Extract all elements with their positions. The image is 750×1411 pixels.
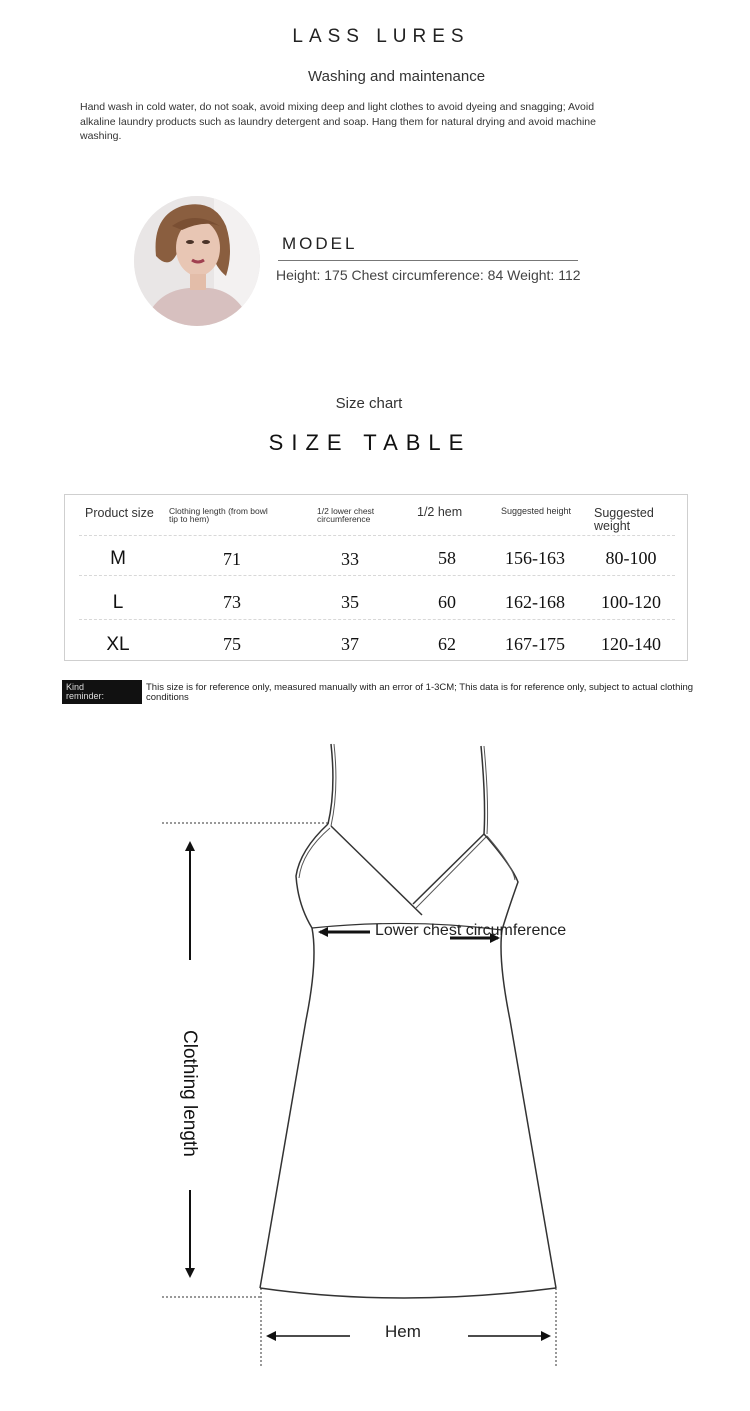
cell-weight: 100-120	[601, 592, 661, 612]
left-strap	[328, 744, 333, 824]
cell-weight: 80-100	[605, 548, 657, 568]
chest-label: Lower chest circumference	[375, 922, 567, 939]
cell-size: M	[110, 548, 126, 569]
row-divider	[79, 619, 675, 620]
size-chart-label: Size chart	[335, 395, 403, 412]
hem-label: Hem	[385, 1322, 421, 1341]
cell-size: XL	[106, 634, 130, 655]
model-photo	[134, 196, 260, 326]
reminder-tag-line2: reminder:	[66, 691, 105, 701]
brand-title: LASS LURES	[292, 26, 470, 47]
header-clothing-length-line2: tip to hem)	[169, 514, 210, 524]
bodice-left	[296, 824, 328, 928]
header-clothing-length-line1: Clothing length (from bowl	[169, 506, 268, 516]
size-table-title: SIZE TABLE	[268, 430, 472, 455]
cell-chest: 35	[341, 592, 359, 612]
neckline-right-inner	[416, 836, 487, 908]
divider	[278, 260, 578, 261]
cell-hem: 62	[438, 634, 456, 654]
model-stats: Height: 175 Chest circumference: 84 Weight: 112	[276, 267, 581, 283]
cell-height: 162-168	[505, 592, 565, 612]
cell-chest: 33	[341, 549, 359, 569]
skirt-right	[501, 930, 556, 1288]
size-table	[64, 494, 688, 661]
washing-instructions: Hand wash in cold water, do not soak, avoid mixing deep and light clothes to avoid dyeing and snagging; Avoid alkaline laundry products such as laundry detergent and soap. Hang them for natural drying and avoid machine washing.	[80, 101, 596, 142]
header-suggested-weight: Suggested weight	[594, 506, 654, 533]
header-chest-line1: 1/2 lower chest	[317, 506, 375, 516]
header-clothing-length	[169, 507, 268, 523]
neckline-right	[413, 834, 484, 904]
header-chest-line2: circumference	[317, 514, 371, 524]
cell-weight: 120-140	[601, 634, 661, 654]
model-title: MODEL	[282, 234, 358, 253]
header-chest	[317, 507, 374, 523]
cell-hem: 60	[438, 592, 456, 612]
reminder-tag-line1: Kind	[66, 682, 85, 692]
cell-hem: 58	[438, 548, 456, 568]
right-strap	[481, 746, 485, 834]
reminder-tag	[62, 680, 142, 704]
cell-length: 73	[223, 592, 241, 612]
length-label: Clothing length	[179, 1030, 200, 1157]
cell-height: 156-163	[505, 548, 565, 568]
hem-line	[260, 1288, 556, 1298]
header-product-size: Product size	[85, 506, 154, 520]
skirt-left	[260, 928, 314, 1288]
cell-height: 167-175	[505, 634, 565, 654]
row-divider	[79, 575, 675, 576]
header-suggested-height: Suggested height	[501, 506, 572, 516]
garment-diagram	[150, 740, 610, 1380]
cell-size: L	[112, 592, 124, 613]
cell-length: 71	[223, 549, 241, 569]
cell-length: 75	[223, 634, 241, 654]
row-divider	[79, 535, 675, 536]
reminder-text: This size is for reference only, measured manually with an error of 1-3CM; This data is for reference only, subject to actual clothing conditions	[146, 682, 694, 703]
neckline-left	[331, 826, 422, 915]
header-hem: 1/2 hem	[417, 505, 463, 519]
bodice-right	[484, 834, 518, 930]
cell-chest: 37	[341, 634, 359, 654]
washing-title: Washing and maintenance	[308, 68, 486, 85]
